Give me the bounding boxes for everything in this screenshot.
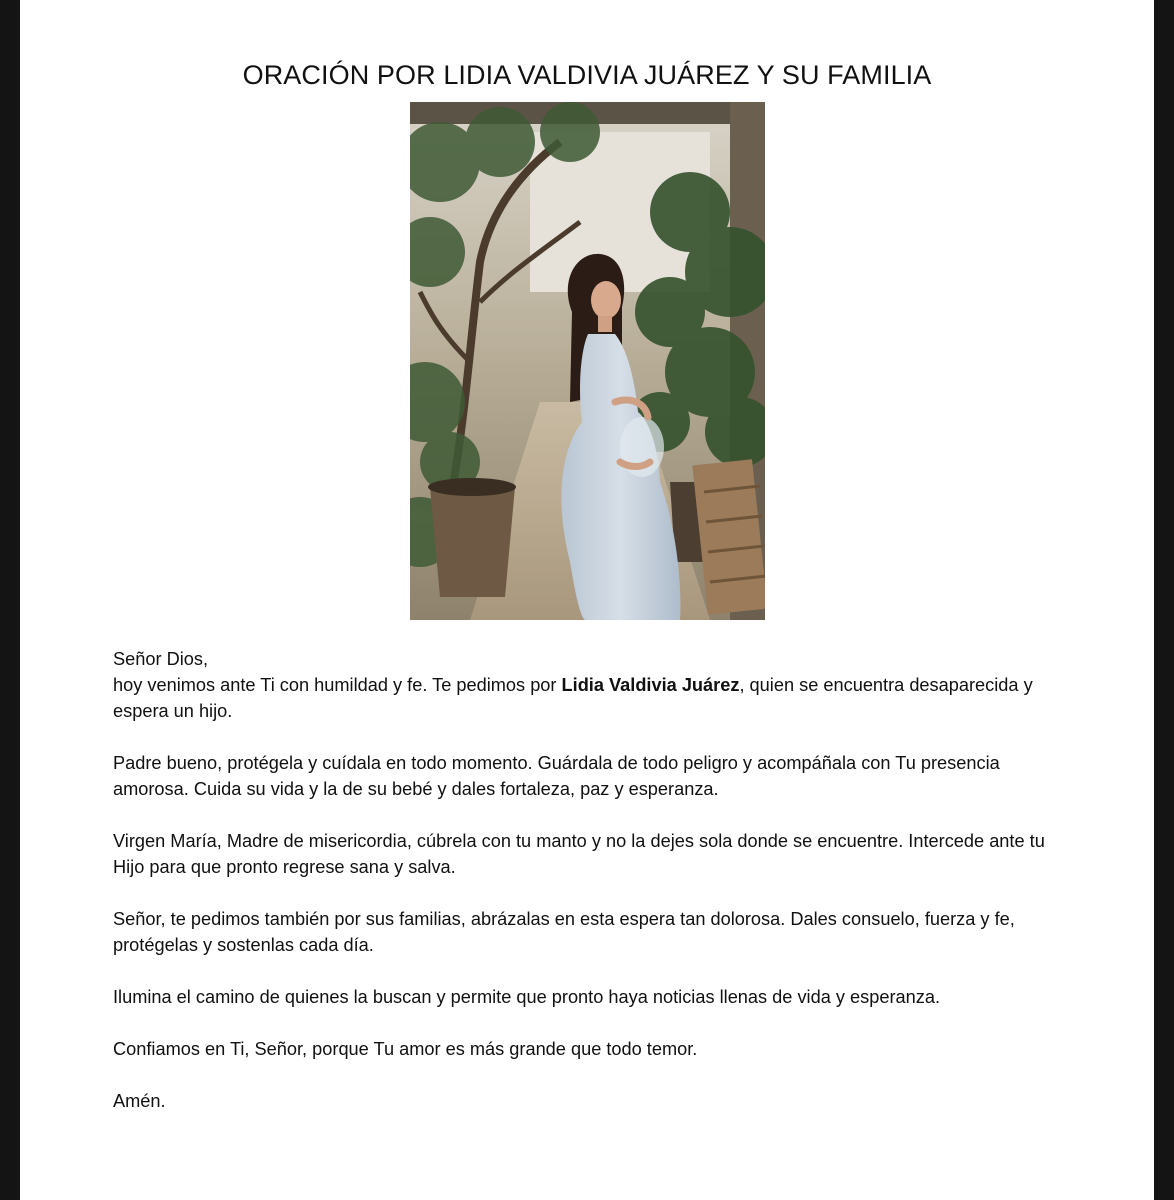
paragraph-3: Virgen María, Madre de misericordia, cúbrela con tu manto y no la dejes sola donde se encuentre. Intercede ante tu Hijo para que pronto regrese sana y salva. xyxy=(113,831,1045,877)
paragraph-1-after: , quien se encuentra desaparecida y espera un hijo. xyxy=(113,675,1033,721)
paragraph-2: Padre bueno, protégela y cuídala en todo momento. Guárdala de todo peligro y acompáñala con Tu presencia amorosa. Cuida su vida y la de su bebé y dales fortaleza, paz y esperanza. xyxy=(113,753,1000,799)
pregnant-woman-photo xyxy=(410,102,765,620)
paragraph-7: Amén. xyxy=(113,1091,166,1111)
missing-person-name: Lidia Valdivia Juárez xyxy=(561,675,740,695)
paragraph-1 xyxy=(113,646,1073,724)
document-title: ORACIÓN POR LIDIA VALDIVIA JUÁREZ Y SU FAMILIA xyxy=(242,60,932,90)
paragraph-6: Confiamos en Ti, Señor, porque Tu amor es más grande que todo temor. xyxy=(113,1039,698,1059)
paragraph-5: Ilumina el camino de quienes la buscan y permite que pronto haya noticias llenas de vida y esperanza. xyxy=(113,987,941,1007)
paragraph-4: Señor, te pedimos también por sus familias, abrázalas en esta espera tan dolorosa. Dales consuelo, fuerza y fe, protégelas y sostenlas cada día. xyxy=(113,909,1015,955)
greeting: Señor Dios, xyxy=(113,649,209,669)
paragraph-1-before: hoy venimos ante Ti con humildad y fe. Te pedimos por xyxy=(113,675,562,695)
prayer-text xyxy=(113,646,1073,1140)
document-page xyxy=(20,0,1154,1200)
